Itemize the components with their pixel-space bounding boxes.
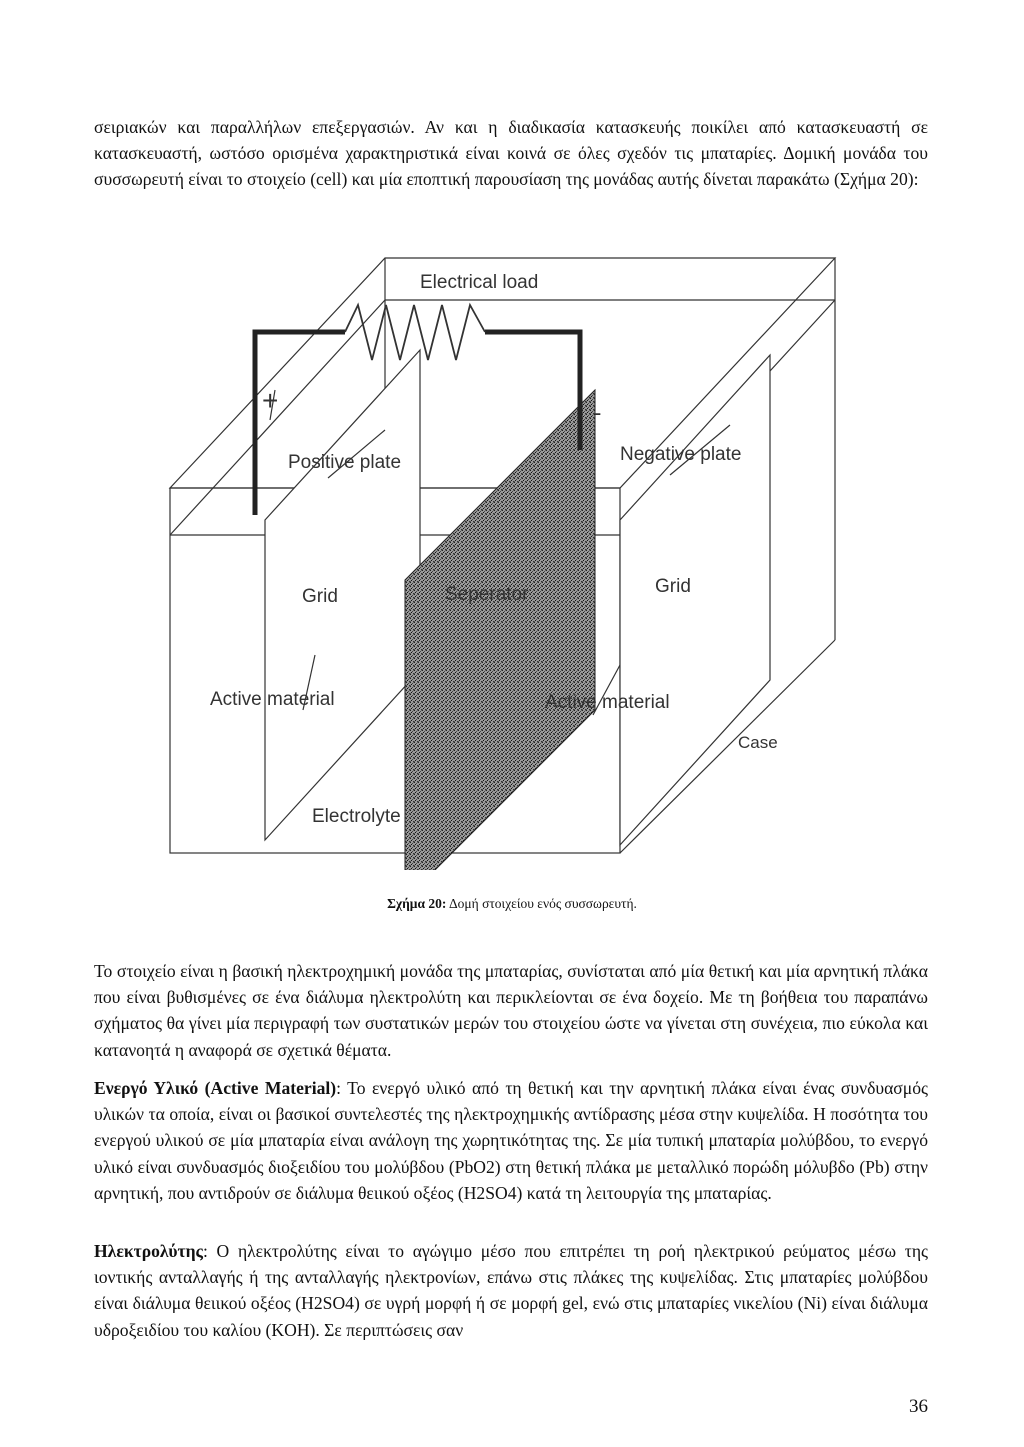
paragraph-active-material <box>94 1075 928 1207</box>
label-separator: Seperator <box>445 584 529 605</box>
label-electrical-load: Electrical load <box>420 272 539 293</box>
paragraph-cell: Το στοιχείο είναι η βασική ηλεκτροχημική μονάδα της μπαταρίας, συνίσταται από μία θετική και μία αρνητική πλάκα που είναι βυθισμένες σε ένα διάλυμα ηλεκτρολύτη και περικλείονται σε ένα δοχείο. Με τη βοήθεια του παραπάνω σχήματος θα γίνει μία περιγραφή των συστατικών μερών του στοιχείου ώστε να γίνεται στη συνέχεια, πιο εύκολα και κατανοητά η αναφορά σε σχετικά θέματα. <box>94 960 928 1060</box>
negative-plate-shape <box>620 355 770 845</box>
paragraph-electrolyte <box>94 1238 928 1344</box>
label-positive-plate: Positive plate <box>288 452 402 473</box>
resistor-zigzag <box>345 305 485 360</box>
label-grid-right: Grid <box>655 576 691 597</box>
electrolyte-body: : Ο ηλεκτρολύτης είναι το αγώγιμο μέσο που επιτρέπει τη ροή ηλεκτρικού ρεύματος μέσω της ιοντικής ανταλλαγής ή της ανταλλαγής ηλεκτρονίων, επάνω στις πλάκες της κυψελίδας. Στις μπαταρίες μολύβδου είναι διάλυμα θειικού οξέος (H2SO4) σε υγρή μορφή ή σε μορφή gel, ενώ στις μπαταρίες νικελίου (Ni) είναι διάλυμα υδροξειδίου του καλίου (KOH). Σε περιπτώσεις σαν <box>94 1240 928 1340</box>
label-minus: - <box>594 400 602 425</box>
battery-cell-diagram <box>150 250 860 870</box>
label-plus: + <box>262 385 279 416</box>
separator-shape <box>405 390 595 870</box>
term-electrolyte: Ηλεκτρολύτης <box>94 1240 203 1261</box>
paragraph-intro: σειριακών και παραλλήλων επεξεργασιών. Αν και η διαδικασία κατασκευής ποικίλει από κατασκευαστή σε κατασκευαστή, ωστόσο ορισμένα χαρακτηριστικά είναι κοινά σε όλες σχεδόν τις μπαταρίες. Δομική μονάδα του συσσωρευτή είναι το στοιχείο (cell) και μία εποπτική παρουσίαση της μονάδας αυτής δίνεται παρακάτω (Σχήμα 20): <box>94 116 928 190</box>
figure-caption <box>0 896 1024 912</box>
positive-plate-shape <box>265 350 420 840</box>
active-material-body: : Το ενεργό υλικό από τη θετική και την αρνητική πλάκα είναι ένας συνδυασμός υλικών τα οποία, είναι οι βασικοί συντελεστές της ηλεκτροχημικής αντίδρασης μέσα στην κυψελίδα. Η ποσότητα του ενεργού υλικού σε μία μπαταρία είναι ανάλογη της χωρητικότητας της. Σε μία τυπική μπαταρία μολύβδου, το ενεργό υλικό είναι συνδυασμός διοξειδίου του μολύβδου (PbO2) στη θετική πλάκα με μεταλλικό πορώδη μόλυβδο (Pb) στην αρνητική, που αντιδρούν σε διάλυμα θειικού οξέος (H2SO4) κατά τη λειτουργία της μπαταρίας. <box>94 1077 928 1204</box>
caption-label: Σχήμα 20: <box>387 896 447 911</box>
label-case: Case <box>738 733 778 752</box>
term-active-material: Ενεργό Υλικό (Active Material) <box>94 1077 337 1098</box>
label-active-material-right: Active material <box>545 692 670 713</box>
label-active-material-left: Active material <box>210 689 335 710</box>
label-electrolyte: Electrolyte <box>312 806 401 827</box>
label-negative-plate: Negative plate <box>620 444 742 465</box>
page-number: 36 <box>909 1396 928 1417</box>
label-grid-left: Grid <box>302 586 338 607</box>
caption-text: Δομή στοιχείου ενός συσσωρευτή. <box>446 896 637 911</box>
